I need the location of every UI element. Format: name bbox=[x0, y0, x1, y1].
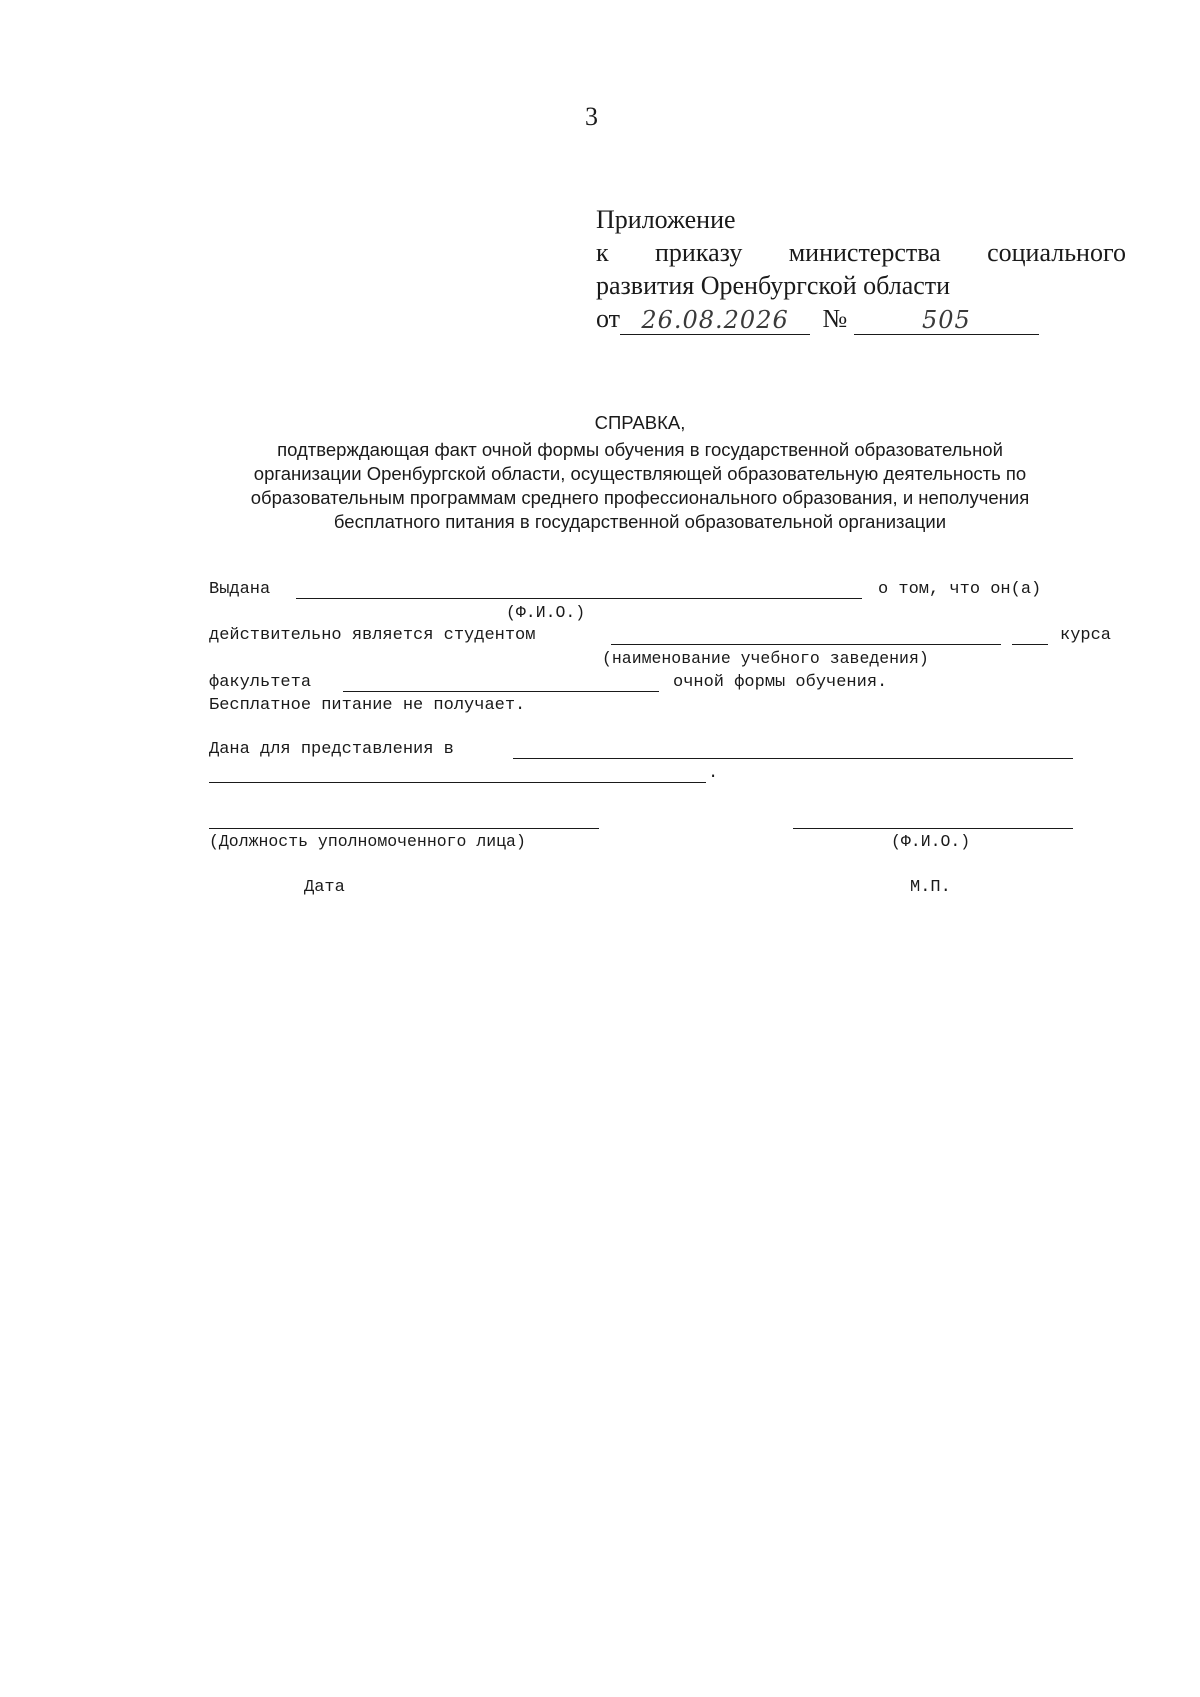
appendix-ministry-line: развития Оренбургской области bbox=[596, 271, 951, 300]
course-field[interactable] bbox=[1012, 644, 1048, 645]
document-subtitle-line-2: организации Оренбургской области, осуществляющей образовательную деятельность по bbox=[253, 463, 1027, 484]
document-subtitle-line-3: образовательным программам среднего профессионального образования, и неполучения bbox=[250, 487, 1030, 508]
free-meals-text: Бесплатное питание не получает. bbox=[209, 696, 526, 715]
appendix-header bbox=[596, 203, 1126, 335]
document-subtitle-line-4: бесплатного питания в государственной образовательной организации bbox=[333, 511, 947, 532]
appendix-title: Приложение bbox=[596, 205, 736, 234]
appendix-word-2: приказу bbox=[655, 238, 743, 267]
document-title: СПРАВКА, bbox=[594, 412, 686, 433]
institution-caption: (наименование учебного заведения) bbox=[602, 649, 929, 668]
course-label: курса bbox=[1060, 626, 1112, 645]
appendix-word-4: социального bbox=[987, 238, 1126, 267]
fio-signature-field[interactable] bbox=[793, 828, 1073, 829]
institution-field[interactable] bbox=[611, 644, 1001, 645]
appendix-order-line bbox=[596, 236, 1126, 269]
document-subtitle-line-1: подтверждающая факт очной формы обучения в государственной образовательной bbox=[277, 439, 1003, 460]
order-number: 505 bbox=[854, 304, 1039, 335]
date-prefix: от bbox=[596, 304, 621, 333]
signature-fio-caption: (Ф.И.О.) bbox=[891, 832, 971, 851]
presentation-period: . bbox=[708, 764, 719, 783]
faculty-field[interactable] bbox=[343, 691, 659, 692]
study-form-label: очной формы обучения. bbox=[673, 673, 888, 692]
position-caption: (Должность уполномоченного лица) bbox=[209, 832, 526, 851]
issued-label: Выдана bbox=[209, 580, 271, 599]
order-date: 26.08.2026 bbox=[620, 304, 810, 335]
faculty-label: факультета bbox=[209, 673, 312, 692]
appendix-word-1: к bbox=[596, 238, 609, 267]
stamp-label: М.П. bbox=[910, 878, 951, 897]
presentation-field[interactable] bbox=[513, 758, 1073, 759]
student-label: действительно является студентом bbox=[209, 626, 536, 645]
appendix-word-3: министерства bbox=[788, 238, 941, 267]
page-number: 3 bbox=[585, 102, 598, 131]
document-heading bbox=[200, 411, 1080, 534]
issued-suffix: о том, что он(а) bbox=[878, 580, 1042, 599]
appendix-date-number-line bbox=[596, 302, 1126, 335]
date-label: Дата bbox=[304, 878, 345, 897]
number-prefix: № bbox=[822, 304, 848, 333]
presentation-label: Дана для представления в bbox=[209, 740, 454, 759]
issued-fio-field[interactable] bbox=[296, 598, 862, 599]
presentation-field-continued[interactable] bbox=[209, 782, 706, 783]
fio-caption: (Ф.И.О.) bbox=[506, 603, 586, 622]
position-signature-field[interactable] bbox=[209, 828, 599, 829]
